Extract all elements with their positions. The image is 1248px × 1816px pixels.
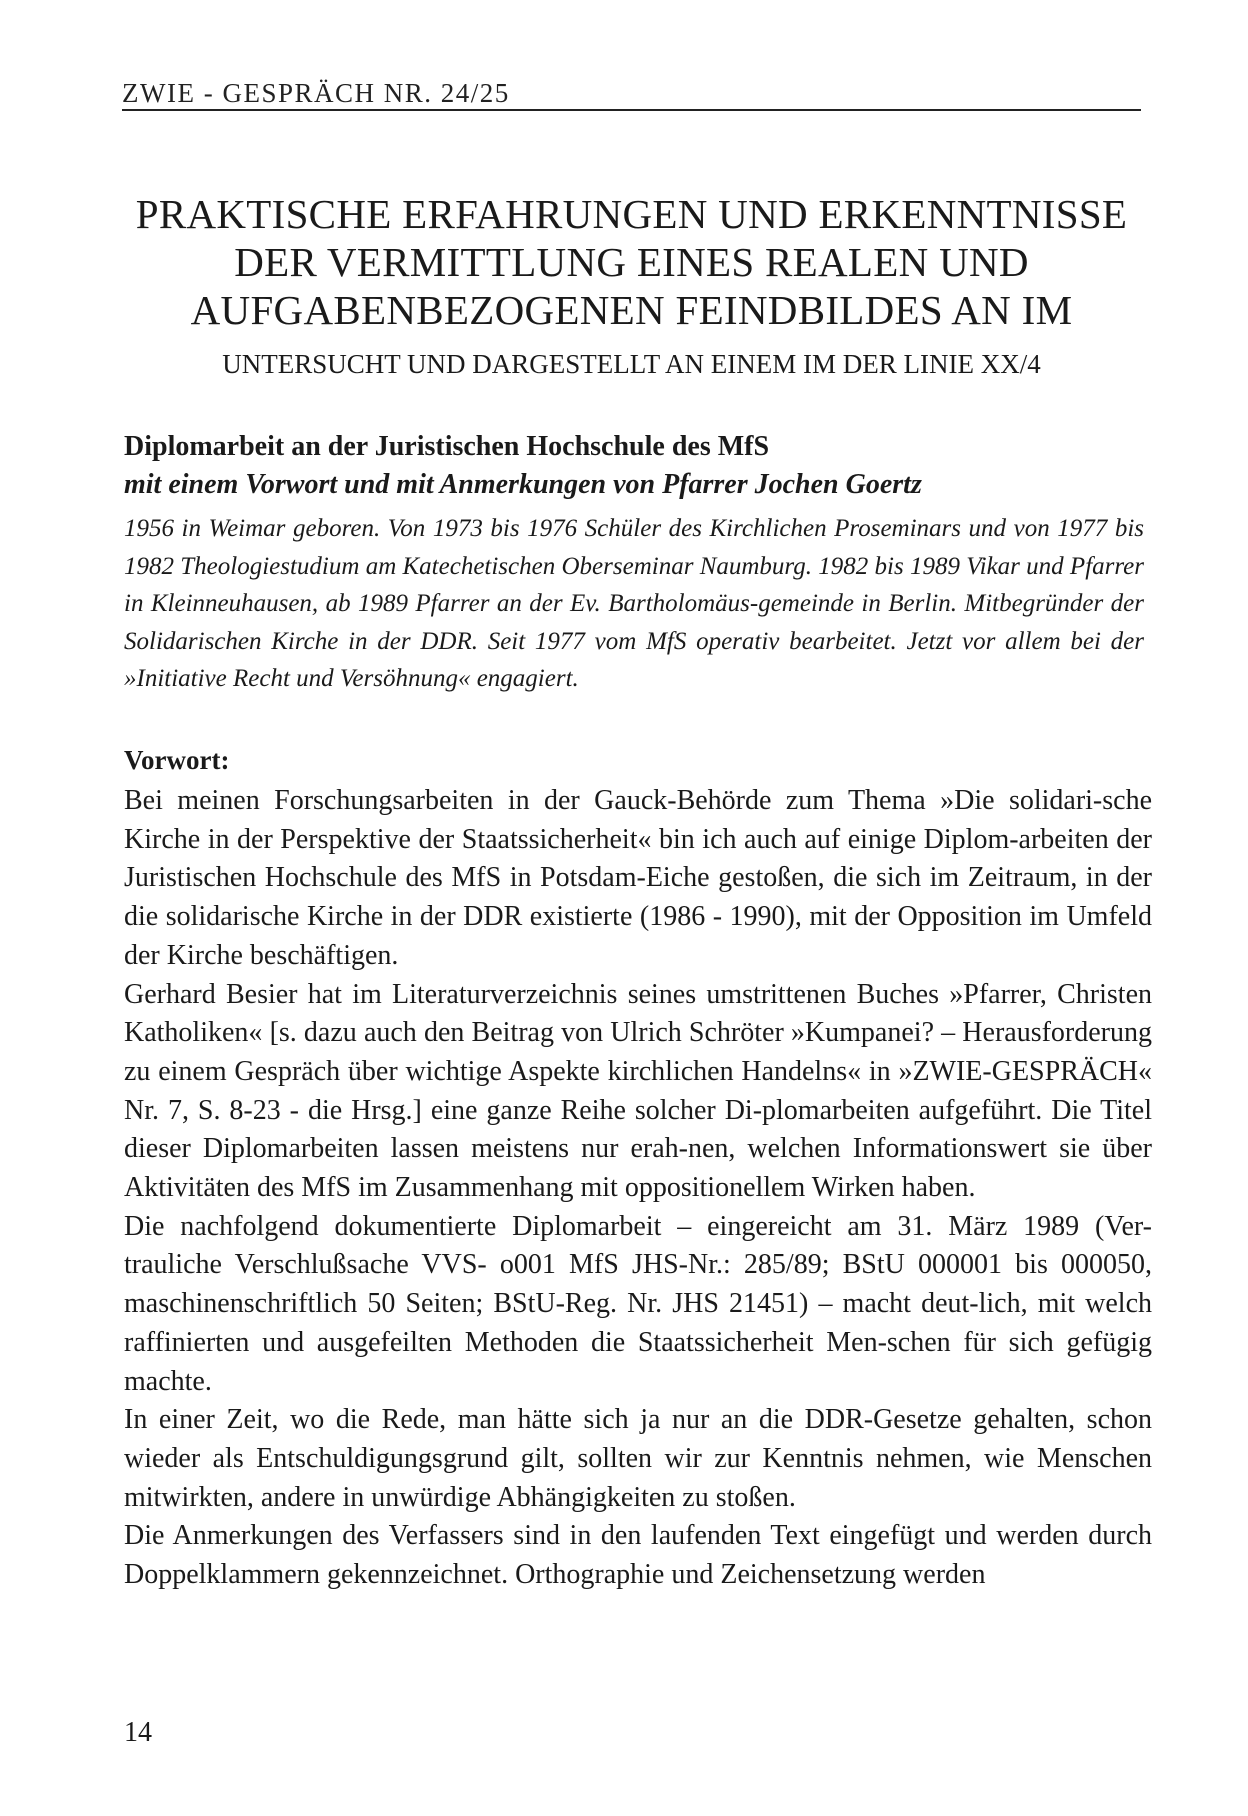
article-title-line-1: PRAKTISCHE ERFAHRUNGEN UND ERKENNTNISSE	[135, 191, 1128, 237]
foreword-heading: Vorwort:	[124, 745, 230, 775]
article-subtitle: UNTERSUCHT UND DARGESTELLT AN EINEM IM DER LINIE XX/4	[222, 349, 1041, 379]
foreword-paragraph-2: Gerhard Besier hat im Literaturverzeichnis seines umstrittenen Buches »Pfarrer, Christen Katholiken« [s. dazu auch den Beitrag von Ulrich Schröter »Kumpanei? – Herausforderung zu einem Gespräch über wichtige Aspekte kirchlichen Handelns« in »ZWIE-GESPRÄCH« Nr. 7, S. 8-23 - die Hrsg.] eine ganze Reihe solcher Di-plomarbeiten aufgeführt. Die Titel dieser Diplomarbeiten lassen meistens nur erah-nen, welchen Informationswert sie über Aktivitäten des MfS im Zusammenhang mit oppositionellem Wirken haben.	[124, 978, 1152, 1204]
article-title-line-3: AUFGABENBEZOGENEN FEINDBILDES AN IM	[190, 287, 1073, 333]
foreword-paragraph-1: Bei meinen Forschungsarbeiten in der Gauck-Behörde zum Thema »Die solidari-sche Kirche in der Perspektive der Staatssicherheit« bin ich auch auf einige Diplom-arbeiten der Juristischen Hochschule des MfS in Potsdam-Eiche gestoßen, die sich im Zeitraum, in der die solidarische Kirche in der DDR existierte (1986 - 1990), mit der Opposition im Umfeld der Kirche beschäftigen.	[124, 785, 1152, 971]
author-bio: 1956 in Weimar geboren. Von 1973 bis 1976 Schüler des Kirchlichen Proseminars und von 1977 bis 1982 Theologiestudium am Katechetischen Oberseminar Naumburg. 1982 bis 1989 Vikar und Pfarrer in Kleinneuhausen, ab 1989 Pfarrer an der Ev. Bartholomäus-gemeinde in Berlin. Mitbegründer der Solidarischen Kirche in der DDR. Seit 1977 vom MfS operativ bearbeitet. Jetzt vor allem bei der »Initiative Recht und Versöhnung« engagiert.	[124, 515, 1144, 692]
foreword-paragraph-3: Die nachfolgend dokumentierte Diplomarbeit – eingereicht am 31. März 1989 (Ver-trauliche Verschlußsache VVS- o001 MfS JHS-Nr.: 285/89; BStU 000001 bis 000050, maschinenschriftlich 50 Seiten; BStU-Reg. Nr. JHS 21451) – macht deut-lich, mit welch raffinierten und ausgefeilten Methoden die Staatssicherheit Men-schen für sich gefügig machte.	[124, 1210, 1152, 1397]
thesis-line: Diplomarbeit an der Juristischen Hochschule des MfS	[124, 431, 770, 462]
foreword-paragraph-4: In einer Zeit, wo die Rede, man hätte sich ja nur an die DDR-Gesetze gehalten, schon wieder als Entschuldigungsgrund gilt, sollten wir zur Kenntnis nehmen, wie Menschen mitwirkten, andere in unwürdige Abhängigkeiten zu stoßen.	[124, 1404, 1152, 1513]
page-number: 14	[124, 1717, 152, 1748]
foreword-body	[124, 782, 1152, 1595]
foreword-paragraph-5: Die Anmerkungen des Verfassers sind in den laufenden Text eingefügt und werden durch Doppelklammern gekennzeichnet. Orthographie und Zeichensetzung werden	[124, 1520, 1152, 1591]
running-head: ZWIE - GESPRÄCH NR. 24/25	[122, 78, 510, 108]
editor-line: mit einem Vorwort und mit Anmerkungen von Pfarrer Jochen Goertz	[124, 469, 922, 500]
article-title-block	[122, 190, 1141, 382]
article-meta	[124, 428, 1144, 698]
header-rule	[122, 109, 1141, 111]
article-title-line-2: DER VERMITTLUNG EINES REALEN UND	[234, 239, 1029, 285]
